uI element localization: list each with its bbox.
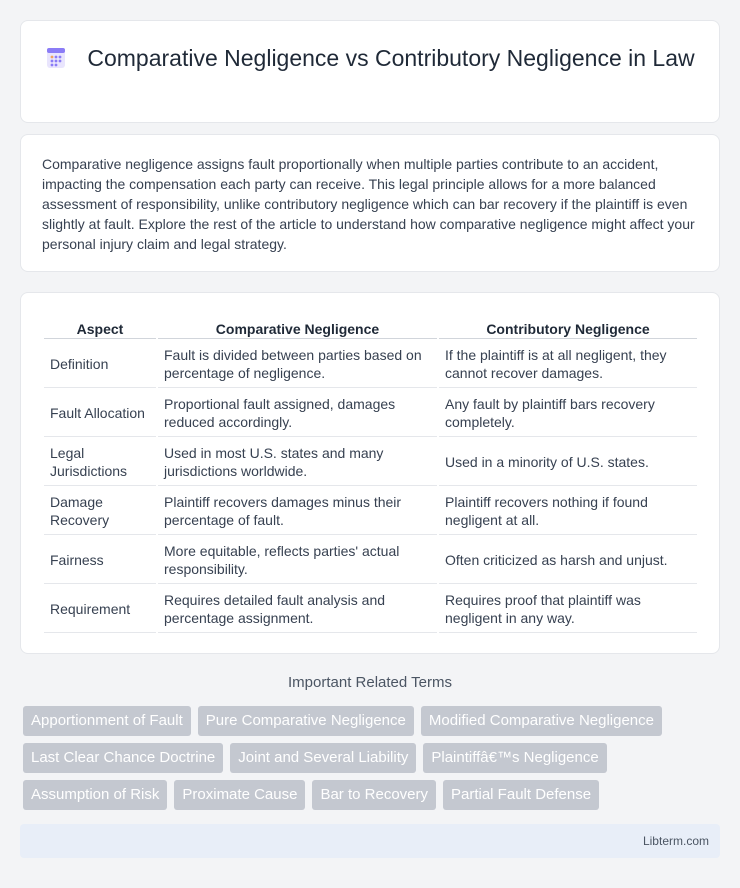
- row-comparative: Plaintiff recovers damages minus their percentage of fault.: [158, 488, 437, 535]
- intro-paragraph: Comparative negligence assigns fault proportionally when multiple parties contribute to an accident, impacting the compensation each party can receive. This legal principle allows for a more balanced assessment of responsibility, unlike contributory negligence which can bar recovery if the plaintiff is even slightly at fault. Explore the rest of the article to understand how comparative negligence might affect your personal injury claim and legal strategy.: [42, 156, 695, 252]
- table-row: [44, 390, 697, 437]
- table-row: [44, 341, 697, 388]
- comparison-table: [42, 315, 699, 635]
- header-contributory: Contributory Negligence: [439, 317, 697, 339]
- term-tag[interactable]: Pure Comparative Negligence: [198, 706, 414, 736]
- row-comparative: Used in most U.S. states and many jurisdictions worldwide.: [158, 439, 437, 486]
- row-contributory: Requires proof that plaintiff was negligent in any way.: [439, 586, 697, 633]
- row-comparative: Requires detailed fault analysis and percentage assignment.: [158, 586, 437, 633]
- comparison-card: [20, 292, 720, 654]
- row-contributory: If the plaintiff is at all negligent, they cannot recover damages.: [439, 341, 697, 388]
- row-aspect: Fairness: [44, 537, 156, 584]
- row-aspect: Damage Recovery: [44, 488, 156, 535]
- row-aspect: Requirement: [44, 586, 156, 633]
- row-contributory: Used in a minority of U.S. states.: [439, 439, 697, 486]
- document-icon: [45, 47, 67, 69]
- row-comparative: More equitable, reflects parties' actual responsibility.: [158, 537, 437, 584]
- header-aspect: Aspect: [44, 317, 156, 339]
- row-comparative: Fault is divided between parties based on percentage of negligence.: [158, 341, 437, 388]
- row-contributory: Any fault by plaintiff bars recovery completely.: [439, 390, 697, 437]
- term-tag[interactable]: Proximate Cause: [174, 780, 305, 810]
- footer-site-link[interactable]: Libterm.com: [642, 834, 709, 848]
- table-row: [44, 488, 697, 535]
- related-terms-list: [23, 706, 723, 817]
- footer: [20, 824, 720, 858]
- page-title: Comparative Negligence vs Contributory Negligence in Law: [87, 45, 695, 71]
- related-terms-title: Important Related Terms: [288, 674, 452, 691]
- row-comparative: Proportional fault assigned, damages reduced accordingly.: [158, 390, 437, 437]
- table-header-row: [44, 317, 697, 339]
- term-tag[interactable]: Last Clear Chance Doctrine: [23, 743, 223, 773]
- term-tag[interactable]: Plaintiffâ€™s Negligence: [423, 743, 606, 773]
- table-row: [44, 439, 697, 486]
- term-tag[interactable]: Partial Fault Defense: [443, 780, 599, 810]
- term-tag[interactable]: Assumption of Risk: [23, 780, 167, 810]
- header-comparative: Comparative Negligence: [158, 317, 437, 339]
- row-aspect: Definition: [44, 341, 156, 388]
- row-contributory: Plaintiff recovers nothing if found negligent at all.: [439, 488, 697, 535]
- row-aspect: Fault Allocation: [44, 390, 156, 437]
- term-tag[interactable]: Joint and Several Liability: [230, 743, 416, 773]
- intro-card: [20, 134, 720, 272]
- table-row: [44, 537, 697, 584]
- term-tag[interactable]: Modified Comparative Negligence: [421, 706, 662, 736]
- title-card: [20, 20, 720, 123]
- table-row: [44, 586, 697, 633]
- row-aspect: Legal Jurisdictions: [44, 439, 156, 486]
- page-title-wrap: [21, 43, 719, 73]
- row-contributory: Often criticized as harsh and unjust.: [439, 537, 697, 584]
- term-tag[interactable]: Apportionment of Fault: [23, 706, 191, 736]
- term-tag[interactable]: Bar to Recovery: [312, 780, 436, 810]
